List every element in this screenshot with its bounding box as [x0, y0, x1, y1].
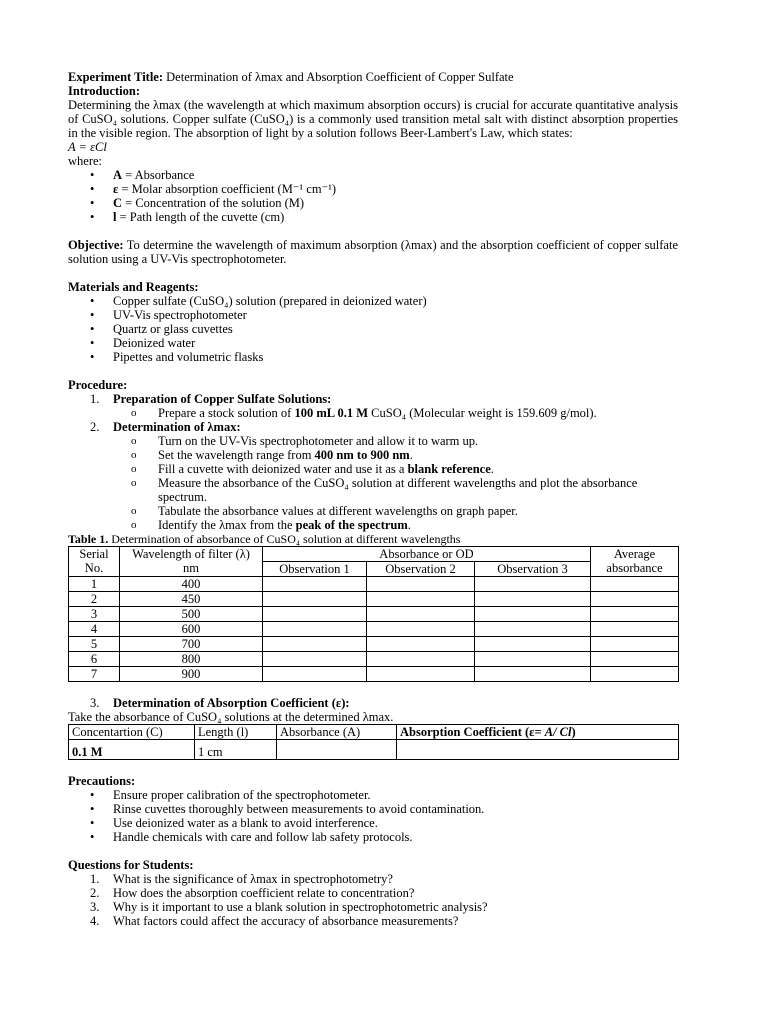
list-item: • Use deionized water as a blank to avoid interference. — [68, 816, 678, 830]
table1-caption: Table 1. Determination of absorbance of CuSO₄ solution at different wavelengths — [68, 532, 461, 546]
list-item: 2. How does the absorption coefficient relate to concentration? — [90, 886, 415, 900]
precautions-list — [68, 788, 678, 844]
procedure-step: 1. Preparation of Copper Sulfate Solutions: o Prepare a stock solution of 100 mL 0.1 M CuSO₄ (Molecular weight is 159.609 g/mol). — [68, 392, 678, 420]
list-item: • Copper sulfate (CuSO₄) solution (prepared in deionized water) — [68, 294, 678, 308]
intro-text: Determining the λmax (the wavelength at which maximum absorption occurs) is crucial for accurate quantitative analysis of CuSO₄ solutions. Copper sulfate (CuSO₄) is a commonly used transition metal salt with distinct absorption properties in the visible region. The absorption of light by a solution follows Beer-Lambert's Law, which states: — [68, 98, 678, 140]
header-observation-1: Observation 1 — [263, 562, 367, 577]
list-item: o Prepare a stock solution of 100 mL 0.1 M CuSO₄ (Molecular weight is 159.609 g/mol). — [113, 406, 678, 420]
procedure-heading: Procedure: — [68, 378, 128, 392]
list-item: o Tabulate the absorbance values at different wavelengths on graph paper. — [113, 504, 678, 518]
list-item: o Turn on the UV-Vis spectrophotometer and allow it to warm up. — [113, 434, 678, 448]
procedure-step: 3. Determination of Absorption Coefficient (ε): — [90, 696, 350, 710]
questions-heading: Questions for Students: — [68, 858, 194, 872]
table-row: 2 450 — [69, 592, 679, 607]
header-absorbance: Absorbance or OD — [263, 547, 591, 562]
list-item: • Rinse cuvettes thoroughly between measurements to avoid contamination. — [68, 802, 678, 816]
list-item: • Quartz or glass cuvettes — [68, 322, 678, 336]
header-concentration: Concentartion (C) — [69, 725, 195, 740]
equation: A = εCl — [68, 140, 107, 154]
sub-list — [113, 406, 678, 420]
absorbance-table — [68, 546, 679, 682]
table-row: 1 400 — [69, 577, 679, 592]
where-label: where: — [68, 154, 103, 168]
list-item: • Ensure proper calibration of the spectrophotometer. — [68, 788, 678, 802]
list-item: o Set the wavelength range from 400 nm to 900 nm. — [113, 448, 678, 462]
coefficient-table — [68, 724, 679, 760]
list-item: o Measure the absorbance of the CuSO₄ solution at different wavelengths and plot the absorbance spectrum. — [113, 476, 678, 504]
table-row: 3 500 — [69, 607, 679, 622]
list-item: 1. What is the significance of λmax in spectrophotometry? — [90, 872, 393, 886]
document-page — [68, 70, 678, 928]
header-observation-2: Observation 2 — [367, 562, 475, 577]
header-observation-3: Observation 3 — [475, 562, 591, 577]
list-item: • Deionized water — [68, 336, 678, 350]
objective: Objective: To determine the wavelength of maximum absorption (λmax) and the absorption coefficient of copper sulfate solution using a UV-Vis spectrophotometer. — [68, 238, 678, 266]
materials-list — [68, 294, 678, 364]
intro-heading: Introduction: — [68, 84, 141, 98]
list-item: o Fill a cuvette with deionized water and use it as a blank reference. — [113, 462, 678, 476]
list-item: • UV-Vis spectrophotometer — [68, 308, 678, 322]
list-item: 3. Why is it important to use a blank solution in spectrophotometric analysis? — [90, 900, 488, 914]
experiment-title: Experiment Title: Determination of λmax and Absorption Coefficient of Copper Sulfate — [68, 70, 514, 84]
header-coefficient: Absorption Coefficient (ε= A/ Cl) — [397, 725, 679, 740]
table-row: 5 700 — [69, 637, 679, 652]
list-item: • Pipettes and volumetric flasks — [68, 350, 678, 364]
materials-heading: Materials and Reagents: — [68, 280, 199, 294]
list-item: o Identify the λmax from the peak of the spectrum. — [113, 518, 678, 532]
procedure-step: 2. Determination of λmax: o Turn on the UV-Vis spectrophotometer and allow it to warm up. o Set the wavelength range from 400 nm to 900 nm. o Fill a cuvette with deionized water and use it as a blank reference. o Measure the absorbance of the CuSO₄ solution at different wavelengths and plot the absorbance spectrum. o Tabulate the absorbance values at different wavelengths on graph paper. o Identify the λmax from the peak of the spectrum. — [68, 420, 678, 532]
variable-list — [68, 168, 678, 224]
list-item: • l = Path length of the cuvette (cm) — [68, 210, 678, 224]
header-average: Average absorbance — [591, 547, 679, 577]
header-absorbance: Absorbance (A) — [277, 725, 397, 740]
precautions-heading: Precautions: — [68, 774, 136, 788]
header-wavelength: Wavelength of filter (λ) nm — [120, 547, 263, 577]
table-row: 6 800 — [69, 652, 679, 667]
step3-text: Take the absorbance of CuSO₄ solutions at the determined λmax. — [68, 710, 394, 724]
table-row: 4 600 — [69, 622, 679, 637]
list-item: • C = Concentration of the solution (M) — [68, 196, 678, 210]
table-row: 0.1 M 1 cm — [69, 740, 679, 760]
table-row: 7 900 — [69, 667, 679, 682]
procedure-list — [68, 392, 678, 532]
list-item: 4. What factors could affect the accuracy of absorbance measurements? — [90, 914, 459, 928]
questions-list — [68, 872, 678, 928]
header-length: Length (l) — [195, 725, 277, 740]
procedure-list-cont — [68, 696, 678, 710]
sub-list — [113, 434, 678, 532]
header-serial: Serial No. — [69, 547, 120, 577]
list-item: • Handle chemicals with care and follow lab safety protocols. — [68, 830, 678, 844]
list-item: • A = Absorbance — [68, 168, 678, 182]
list-item: • ε = Molar absorption coefficient (M⁻¹ cm⁻¹) — [68, 182, 678, 196]
